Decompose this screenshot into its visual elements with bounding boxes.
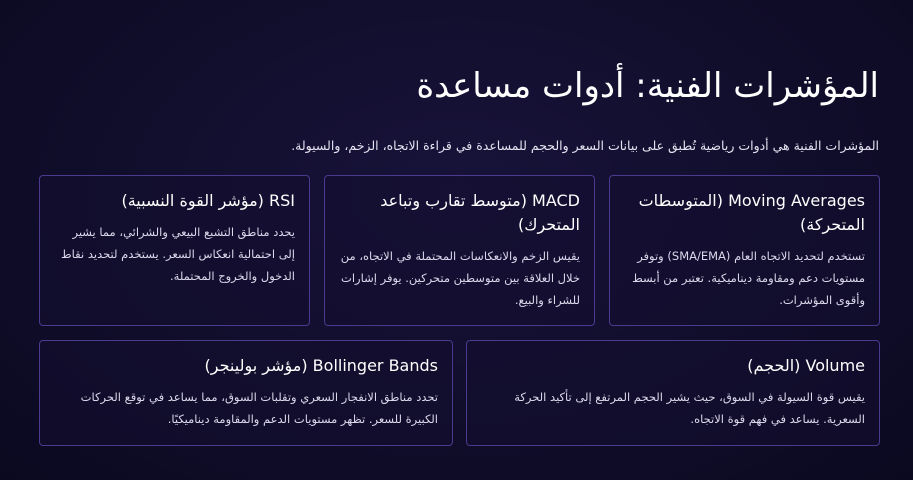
- card-description-volume: يقيس قوة السيولة في السوق، حيث يشير الحجم المرتفع إلى تأكيد الحركة السعرية. يساعد في فهم قوة الاتجاه.: [514, 390, 865, 426]
- card-title-rsi: RSI (مؤشر القوة النسبية): [121, 191, 295, 210]
- page-title: المؤشرات الفنية: أدوات مساعدة: [416, 66, 879, 106]
- indicator-card-bollinger-bands: [39, 340, 453, 446]
- indicator-card-volume: [466, 340, 880, 446]
- card-title-volume: Volume (الحجم): [747, 356, 865, 375]
- card-description-bollinger-bands: تحدد مناطق الانفجار السعري وتقلبات السوق، مما يساعد في توقع الحركات الكبيرة للسعر. تظهر مستويات الدعم والمقاومة ديناميكيًا.: [80, 390, 438, 426]
- indicator-card-rsi: [39, 175, 310, 326]
- card-description-macd: يقيس الزخم والانعكاسات المحتملة في الاتجاه، من خلال العلاقة بين متوسطين متحركين. يوفر إشارات للشراء والبيع.: [340, 249, 580, 307]
- indicator-card-macd: [324, 175, 595, 326]
- card-title-macd: MACD (متوسط تقارب وتباعد المتحرك): [380, 191, 580, 234]
- page-subtitle: المؤشرات الفنية هي أدوات رياضية تُطبق على بيانات السعر والحجم للمساعدة في قراءة الاتجاه، الزخم، والسيولة.: [291, 138, 879, 153]
- card-title-moving-averages: Moving Averages (المتوسطات المتحركة): [638, 191, 865, 234]
- card-description-rsi: يحدد مناطق التشبع البيعي والشرائي، مما يشير إلى احتمالية انعكاس السعر. يستخدم لتحديد نقاط الدخول والخروج المحتملة.: [61, 225, 295, 283]
- indicator-card-moving-averages: [609, 175, 880, 326]
- card-description-moving-averages: تستخدم لتحديد الاتجاه العام (SMA/EMA) وتوفر مستويات دعم ومقاومة ديناميكية. تعتبر من أبسط وأقوى المؤشرات.: [632, 249, 865, 307]
- card-title-bollinger-bands: Bollinger Bands (مؤشر بولينجر): [204, 356, 438, 375]
